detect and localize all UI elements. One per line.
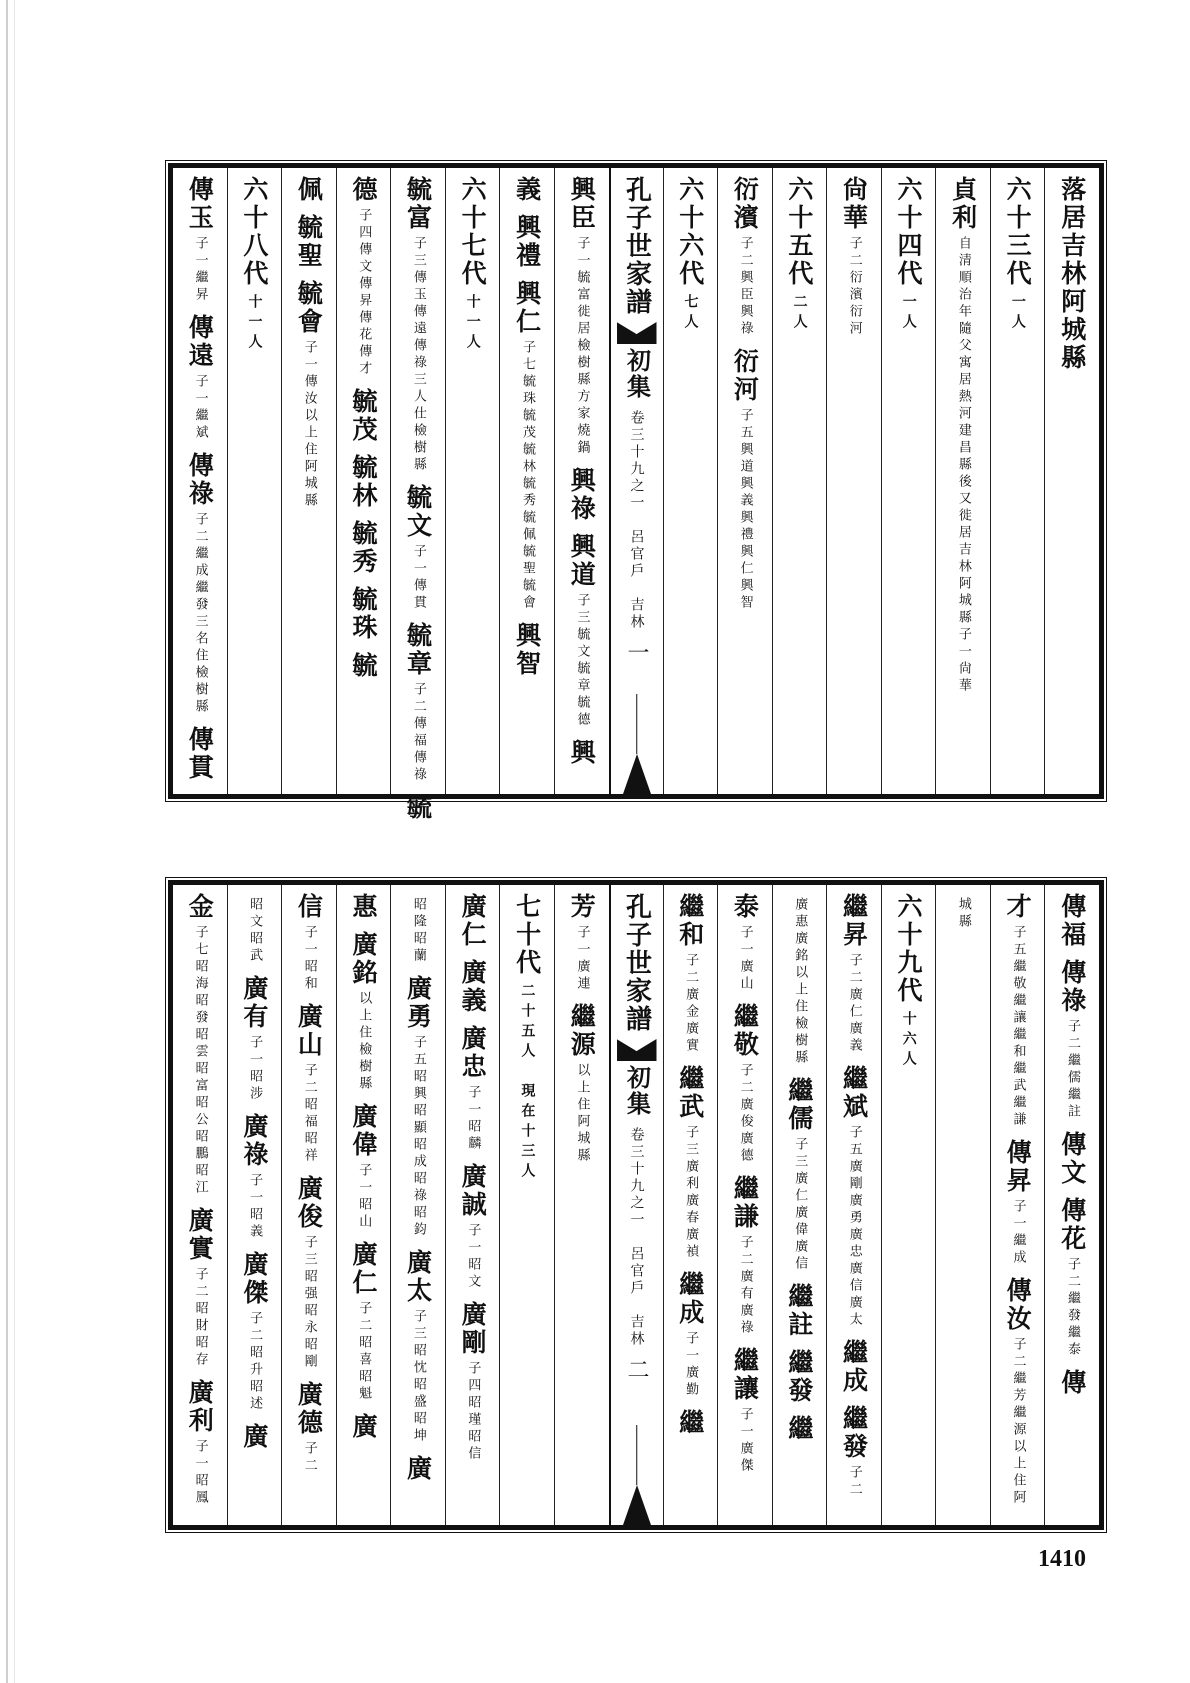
entry-annotation: 子三毓文毓章毓德 (574, 593, 590, 729)
entry (294, 893, 324, 993)
entry-name: 繼註 (784, 1283, 814, 1339)
entry (1003, 1277, 1033, 1507)
genealogy-column (1044, 885, 1099, 1525)
entry-annotation: 子一昭麟 (465, 1085, 481, 1153)
genealogy-column (173, 885, 227, 1525)
fold-volume-info: 卷三十九之一 呂官戶 吉林 (628, 1127, 645, 1348)
entry-annotation: 以上住檢樹縣 (356, 991, 372, 1093)
entry (411, 893, 425, 965)
entry-name: 興 (567, 739, 597, 767)
genealogy-column (990, 885, 1045, 1525)
entry (675, 1271, 705, 1399)
entry (675, 176, 705, 334)
entry-name: 傳昇 (1003, 1139, 1033, 1195)
entry-name: 芳 (567, 893, 597, 921)
entry-name: 興祿 (567, 467, 597, 523)
entry (348, 1241, 378, 1403)
genealogy-column (173, 168, 227, 794)
genealogy-column (663, 885, 718, 1525)
entry-name: 繼發 (839, 1405, 869, 1461)
entry-name: 廣義 (458, 959, 488, 1015)
entry (403, 975, 433, 1239)
entry (403, 622, 433, 784)
entry-name: 廣有 (239, 975, 269, 1031)
genealogy-column (717, 168, 772, 794)
entry (403, 1249, 433, 1445)
genealogy-column (336, 168, 391, 794)
entry-annotation: 昭隆昭蘭 (410, 897, 426, 965)
entry (1057, 959, 1087, 1121)
entry-annotation: 子三廣仁廣偉廣信 (792, 1137, 808, 1273)
entry-name: 佩 (294, 176, 324, 204)
page-number: 1410 (1038, 1546, 1086, 1572)
entry-name: 廣傑 (239, 1251, 269, 1307)
generation-count: 十六人 (900, 1011, 917, 1071)
entry (294, 280, 324, 510)
generation-count: 二十五人 現在十三人 (519, 983, 536, 1183)
genealogy-column (281, 168, 336, 794)
entry (948, 176, 978, 695)
fold-line (636, 694, 638, 754)
entry-name: 毓聖 (294, 214, 324, 270)
entry-annotation: 子二廣仁廣義 (846, 953, 862, 1055)
entry-annotation: 子五昭興昭顯昭成昭祿昭鈞 (410, 1035, 426, 1239)
page-edge-shadow (14, 0, 15, 1683)
entry-annotation: 昭文昭武 (247, 897, 263, 965)
entry (675, 893, 705, 1055)
entry-name: 廣太 (403, 1249, 433, 1305)
page-edge-shadow (6, 0, 8, 1683)
entry-annotation: 子一昭和 (301, 925, 317, 993)
entry (730, 1003, 760, 1165)
entry (839, 1065, 869, 1329)
entry-name: 繼和 (675, 893, 705, 949)
entry-annotation: 子一繼斌 (192, 374, 208, 442)
entry (567, 893, 597, 993)
entry-name: 七十代 (512, 893, 542, 977)
entry (567, 739, 597, 767)
entry-name: 繼成 (839, 1339, 869, 1395)
entry-annotation: 子一昭文 (465, 1223, 481, 1291)
entry-name: 六十五代 (784, 176, 814, 288)
entry-name: 六十九代 (894, 893, 924, 1005)
entry-annotation: 子二廣金廣實 (683, 953, 699, 1055)
center-fold-column (609, 168, 663, 794)
entry (348, 652, 378, 680)
entry-annotation: 子一廣勤 (683, 1331, 699, 1399)
entry-annotation: 城縣 (955, 897, 971, 931)
entry-name: 毓章 (403, 622, 433, 678)
generation-count: 十一人 (464, 294, 481, 354)
entry-name: 繼斌 (839, 1065, 869, 1121)
entry (458, 1025, 488, 1153)
entry-annotation: 子二興臣興祿 (737, 236, 753, 338)
entry-annotation: 子一昭鳳 (192, 1439, 208, 1507)
entry-annotation: 子一廣山 (737, 925, 753, 993)
entry-name: 繼發 (784, 1349, 814, 1405)
entry-name: 廣偉 (348, 1103, 378, 1159)
entry-annotation: 子一毓富徙居檢樹縣方家燒鍋 (574, 236, 590, 457)
entry-name: 尙華 (839, 176, 869, 232)
entry (730, 176, 760, 338)
entry (403, 1455, 433, 1483)
entry-annotation: 子二昭喜昭魁 (356, 1301, 372, 1403)
entry-name: 毓富 (403, 176, 433, 232)
entry-annotation: 子五廣剛廣勇廣忠廣信廣太 (846, 1125, 862, 1329)
fold-volume-info: 卷三十九之一 呂官戶 吉林 (628, 410, 645, 631)
genealogy-column (935, 168, 990, 794)
genealogy-column (772, 168, 827, 794)
genealogy-column (499, 168, 554, 794)
entry (894, 176, 924, 334)
entry (567, 176, 597, 457)
entry (185, 314, 215, 442)
entry-annotation: 子五繼敬繼讓繼和繼武繼謙 (1010, 925, 1026, 1129)
generation-count: 一人 (900, 294, 917, 334)
entry-annotation: 子二昭升昭述 (247, 1311, 263, 1413)
entry-annotation: 子一繼昇 (192, 236, 208, 304)
entry-name: 傳貫 (185, 726, 215, 782)
entry (730, 348, 760, 612)
entry (458, 176, 488, 354)
entry (239, 1113, 269, 1241)
entry-name: 興禮 (512, 214, 542, 270)
genealogy-column (390, 885, 445, 1525)
entry (348, 1413, 378, 1441)
entry (239, 176, 269, 354)
entry-annotation: 子二廣有廣祿 (737, 1235, 753, 1337)
entry-name: 毓文 (403, 484, 433, 540)
entry (839, 1405, 869, 1499)
entry-name: 毓秀 (348, 520, 378, 576)
entry-name: 六十八代 (239, 176, 269, 288)
entry-annotation: 子四昭瑾昭信 (465, 1361, 481, 1463)
genealogy-column (772, 885, 827, 1525)
entry (793, 893, 807, 1067)
fishtail-ornament (617, 322, 657, 344)
entry (567, 533, 597, 729)
entry (956, 893, 970, 931)
genealogy-column (554, 168, 609, 794)
entry (1003, 176, 1033, 334)
entry-name: 毓茂 (348, 388, 378, 444)
entry-annotation: 子一廣傑 (737, 1407, 753, 1475)
entry (294, 176, 324, 204)
entry-name: 廣祿 (239, 1113, 269, 1169)
entry-name: 繼昇 (839, 893, 869, 949)
entry-name: 廣利 (185, 1379, 215, 1435)
entry-name: 繼 (784, 1415, 814, 1443)
entry (185, 893, 215, 1197)
entry (784, 1283, 814, 1339)
entry-name: 衍河 (730, 348, 760, 404)
entry-name: 廣 (348, 1413, 378, 1441)
entry-name: 興仁 (512, 280, 542, 336)
entry (1003, 1139, 1033, 1267)
genealogy-column (717, 885, 772, 1525)
generation-count: 七人 (682, 294, 699, 334)
genealogy-column (336, 885, 391, 1525)
entry-annotation: 子二衍濱衍河 (846, 236, 862, 338)
entry-annotation: 子二 (846, 1465, 862, 1499)
entry (1057, 176, 1087, 372)
entry-annotation: 子二繼儒繼註 (1065, 1019, 1081, 1121)
entry-name: 廣忠 (458, 1025, 488, 1081)
entry-name: 傳文 (1057, 1131, 1087, 1187)
entry-annotation: 子二繼成繼發三名住檢樹縣 (192, 512, 208, 716)
fold-bottom-mark (623, 1485, 651, 1525)
entry-annotation: 子二 (301, 1441, 317, 1475)
entry-name: 毓 (348, 652, 378, 680)
entry (403, 484, 433, 612)
entry-name: 興道 (567, 533, 597, 589)
entry-name: 繼 (675, 1409, 705, 1437)
entry-name: 傳祿 (1057, 959, 1087, 1015)
entry-name: 興智 (512, 622, 542, 678)
entry-name: 繼源 (567, 1003, 597, 1059)
entry (403, 176, 433, 474)
entry-name: 毓珠 (348, 586, 378, 642)
entry (567, 467, 597, 523)
genealogy-column (227, 168, 282, 794)
entry-name: 落居吉林阿城縣 (1057, 176, 1087, 372)
entry-annotation: 子七昭海昭發昭雲昭富昭公昭鵬昭江 (192, 925, 208, 1197)
entry-name: 廣剛 (458, 1301, 488, 1357)
entry-annotation: 子四傳文傳昇傳花傳才 (356, 208, 372, 378)
genealogy-column (935, 885, 990, 1525)
entry-name: 惠 (348, 893, 378, 921)
entry-name: 六十六代 (675, 176, 705, 288)
entry-name: 廣仁 (458, 893, 488, 949)
entry (348, 454, 378, 510)
entry-name: 衍濱 (730, 176, 760, 232)
entry-name: 廣仁 (348, 1241, 378, 1297)
genealogy-column (826, 168, 881, 794)
entry-annotation: 子二繼發繼泰 (1065, 1257, 1081, 1359)
entry-annotation: 子二繼芳繼源以上住阿 (1010, 1337, 1026, 1507)
entry-annotation: 廣惠廣銘以上住檢樹縣 (792, 897, 808, 1067)
entry (294, 1381, 324, 1475)
entry-annotation: 子一昭義 (247, 1173, 263, 1241)
entry (348, 1103, 378, 1231)
genealogy-column (663, 168, 718, 794)
entry (512, 622, 542, 678)
entry-annotation: 子一繼成 (1010, 1199, 1026, 1267)
bottom-page-panel (168, 880, 1104, 1530)
entry-annotation: 子五興道興義興禮興仁興智 (737, 408, 753, 612)
entry (784, 1349, 814, 1405)
entry (512, 280, 542, 612)
entry (567, 1003, 597, 1165)
genealogy-column (881, 168, 936, 794)
entry (458, 893, 488, 949)
entry-name: 傳玉 (185, 176, 215, 232)
entry-name: 繼讓 (730, 1347, 760, 1403)
entry-annotation: 子一傳貫 (410, 544, 426, 612)
entry-name: 繼敬 (730, 1003, 760, 1059)
entry (1057, 893, 1087, 949)
entry-name: 繼儒 (784, 1077, 814, 1133)
entry-name: 廣山 (294, 1003, 324, 1059)
entry-name: 毓 (403, 794, 433, 822)
entry-annotation: 子二昭財昭存 (192, 1267, 208, 1369)
entry-annotation: 子一傳汝以上住阿城縣 (301, 340, 317, 510)
entry (403, 794, 433, 822)
entry-name: 才 (1003, 893, 1033, 921)
entry (185, 176, 215, 304)
entry-name: 廣誠 (458, 1163, 488, 1219)
entry (1057, 1369, 1087, 1397)
entry-annotation: 子三昭强昭永昭剛 (301, 1235, 317, 1371)
entry (348, 893, 378, 921)
entry (512, 176, 542, 204)
entry-annotation: 子七毓珠毓茂毓林毓秀毓佩毓聖毓會 (519, 340, 535, 612)
entry (294, 1175, 324, 1371)
genealogy-column (445, 168, 500, 794)
entry (512, 214, 542, 270)
entry-name: 金 (185, 893, 215, 921)
entry-name: 廣 (239, 1423, 269, 1451)
entry (348, 520, 378, 576)
genealogy-column (445, 885, 500, 1525)
top-page-panel (168, 163, 1104, 822)
entry-name: 傳福 (1057, 893, 1087, 949)
entry-name: 廣勇 (403, 975, 433, 1031)
fold-subtitle: 初集 (622, 348, 652, 400)
entry-annotation: 子二傳福傳祿 (410, 682, 426, 784)
fold-title: 孔子世家譜 (621, 893, 652, 1033)
fishtail-ornament (617, 1039, 657, 1061)
genealogy-column (826, 885, 881, 1525)
entry-name: 傳 (1057, 1369, 1087, 1397)
entry-name: 廣 (403, 1455, 433, 1483)
entry-name: 傳遠 (185, 314, 215, 370)
entry (1003, 893, 1033, 1129)
entry-name: 繼謙 (730, 1175, 760, 1231)
entry (1057, 1197, 1087, 1359)
fold-subtitle: 初集 (622, 1065, 652, 1117)
fold-bottom-mark (623, 754, 651, 794)
entry-annotation: 子三廣利廣春廣禎 (683, 1125, 699, 1261)
entry-annotation: 自清順治年隨父寓居熱河建昌縣後又徙居吉林阿城縣子一尙華 (955, 236, 971, 695)
entry (839, 176, 869, 338)
genealogy-column (554, 885, 609, 1525)
entry (730, 1347, 760, 1475)
entry (294, 214, 324, 270)
entry (348, 931, 378, 1093)
fold-leaf-number: 二 (624, 1358, 649, 1383)
entry (294, 1003, 324, 1165)
genealogy-column (227, 885, 282, 1525)
genealogy-column (1044, 168, 1099, 794)
entry (239, 1251, 269, 1413)
entry-annotation: 子三昭忱昭盛昭坤 (410, 1309, 426, 1445)
entry (784, 1077, 814, 1273)
entry (458, 959, 488, 1015)
entry (675, 1409, 705, 1437)
entry (730, 893, 760, 993)
entry-annotation: 子一昭山 (356, 1163, 372, 1231)
entry (185, 1207, 215, 1369)
fold-line (636, 1425, 638, 1485)
entry-annotation: 子一廣連 (574, 925, 590, 993)
entry-name: 六十四代 (894, 176, 924, 288)
entry (239, 1423, 269, 1451)
genealogy-column (390, 168, 445, 822)
entry-name: 貞利 (948, 176, 978, 232)
entry (458, 1163, 488, 1291)
entry-annotation: 子三傳玉傳遠傳祿三人仕檢樹縣 (410, 236, 426, 474)
genealogy-column (881, 885, 936, 1525)
generation-count: 十一人 (246, 294, 263, 354)
entry-name: 傳祿 (185, 452, 215, 508)
entry (185, 1379, 215, 1507)
entry (784, 1415, 814, 1443)
entry (1057, 1131, 1087, 1187)
entry-name: 繼武 (675, 1065, 705, 1121)
fold-leaf-number: 一 (624, 641, 649, 666)
entry-name: 傳花 (1057, 1197, 1087, 1253)
entry-name: 廣實 (185, 1207, 215, 1263)
entry-name: 廣銘 (348, 931, 378, 987)
entry-name: 毓林 (348, 454, 378, 510)
entry (185, 726, 215, 782)
entry-name: 六十三代 (1003, 176, 1033, 288)
entry-name: 毓會 (294, 280, 324, 336)
entry-annotation: 子二廣俊廣德 (737, 1063, 753, 1165)
entry-name: 德 (348, 176, 378, 204)
entry (512, 893, 542, 1183)
genealogy-column (499, 885, 554, 1525)
generation-count: 二人 (791, 294, 808, 334)
entry-name: 興臣 (567, 176, 597, 232)
entry-name: 廣德 (294, 1381, 324, 1437)
entry (458, 1301, 488, 1463)
entry (784, 176, 814, 334)
entry (730, 1175, 760, 1337)
entry (894, 893, 924, 1071)
entry-name: 義 (512, 176, 542, 204)
entry (185, 452, 215, 716)
genealogy-column (990, 168, 1045, 794)
entry-annotation: 以上住阿城縣 (574, 1063, 590, 1165)
generation-count: 一人 (1009, 294, 1026, 334)
entry-name: 六十七代 (458, 176, 488, 288)
entry-name: 繼成 (675, 1271, 705, 1327)
entry-annotation: 子二昭福昭祥 (301, 1063, 317, 1165)
entry (348, 176, 378, 378)
fold-title: 孔子世家譜 (621, 176, 652, 316)
center-fold-column (609, 885, 663, 1525)
entry-name: 信 (294, 893, 324, 921)
entry (348, 388, 378, 444)
genealogy-column (281, 885, 336, 1525)
entry-annotation: 子一昭涉 (247, 1035, 263, 1103)
entry (839, 893, 869, 1055)
entry-name: 傳汝 (1003, 1277, 1033, 1333)
entry (839, 1339, 869, 1395)
entry-name: 泰 (730, 893, 760, 921)
entry-name: 廣俊 (294, 1175, 324, 1231)
entry (239, 975, 269, 1103)
entry (348, 586, 378, 642)
entry (675, 1065, 705, 1261)
entry (248, 893, 262, 965)
